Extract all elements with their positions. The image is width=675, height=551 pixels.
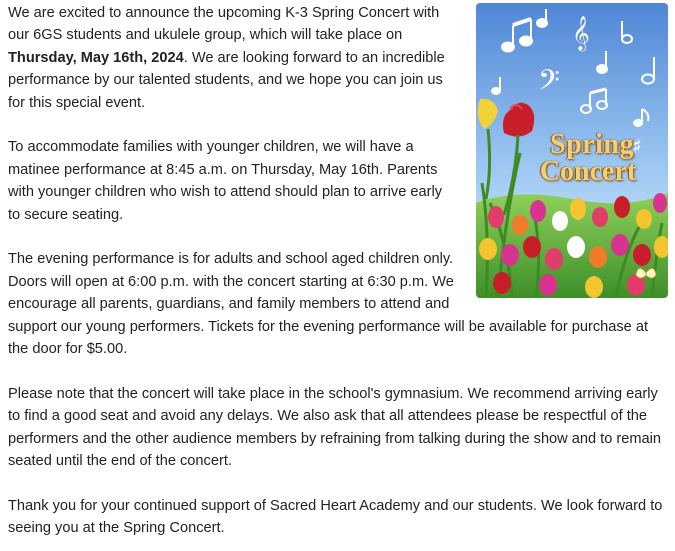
poster-title-spring: Spring xyxy=(550,129,634,160)
paragraph-thank-you: Thank you for your continued support of Sacred Heart Academy and our students. We look forward to seeing you at the Spring Concert. xyxy=(8,497,663,537)
letter-body xyxy=(8,2,668,540)
paragraph-matinee: To accommodate families with younger children, we will have a matinee performance at 8:45 a.m. on Thursday, May 16th. Parents with younger children who wish to attend should plan to arrive early to secure seating. xyxy=(8,139,443,223)
concert-date: Thursday, May 16th, 2024 xyxy=(8,49,184,66)
paragraph-evening-performance: The evening performance is for adults and school aged children only. Doors will open at 6:00 p.m. with the concert starting at 6:30 p.m. We encourage all parents, guardians, and family members to attend and support our young performers. Tickets for the evening performance will be available for purchase at the door for $5.00. xyxy=(8,251,649,358)
bass-clef-icon: 𝄢 xyxy=(538,64,560,104)
treble-clef-icon: 𝄞 xyxy=(572,16,590,51)
sharp-icon: ♯ xyxy=(632,134,642,158)
announcement-closing-text: . We are looking forward to an incredible performance by our talented students, and we hope you can join us for this special event. xyxy=(8,49,445,111)
spring-concert-poster xyxy=(476,3,668,298)
announcement-intro-text: We are excited to announce the upcoming K-3 Spring Concert with our 6GS students and ukulele group, which will take place on xyxy=(8,5,440,44)
poster-title-concert: Concert xyxy=(539,156,637,187)
paragraph-venue: Please note that the concert will take place in the school's gymnasium. We recommend arriving early to find a good seat and avoid any delays. We also ask that all attendees please be respectful of the performers and the other audience members by refraining from talking during the show and to remain seated until the end of the concert. xyxy=(8,385,662,470)
